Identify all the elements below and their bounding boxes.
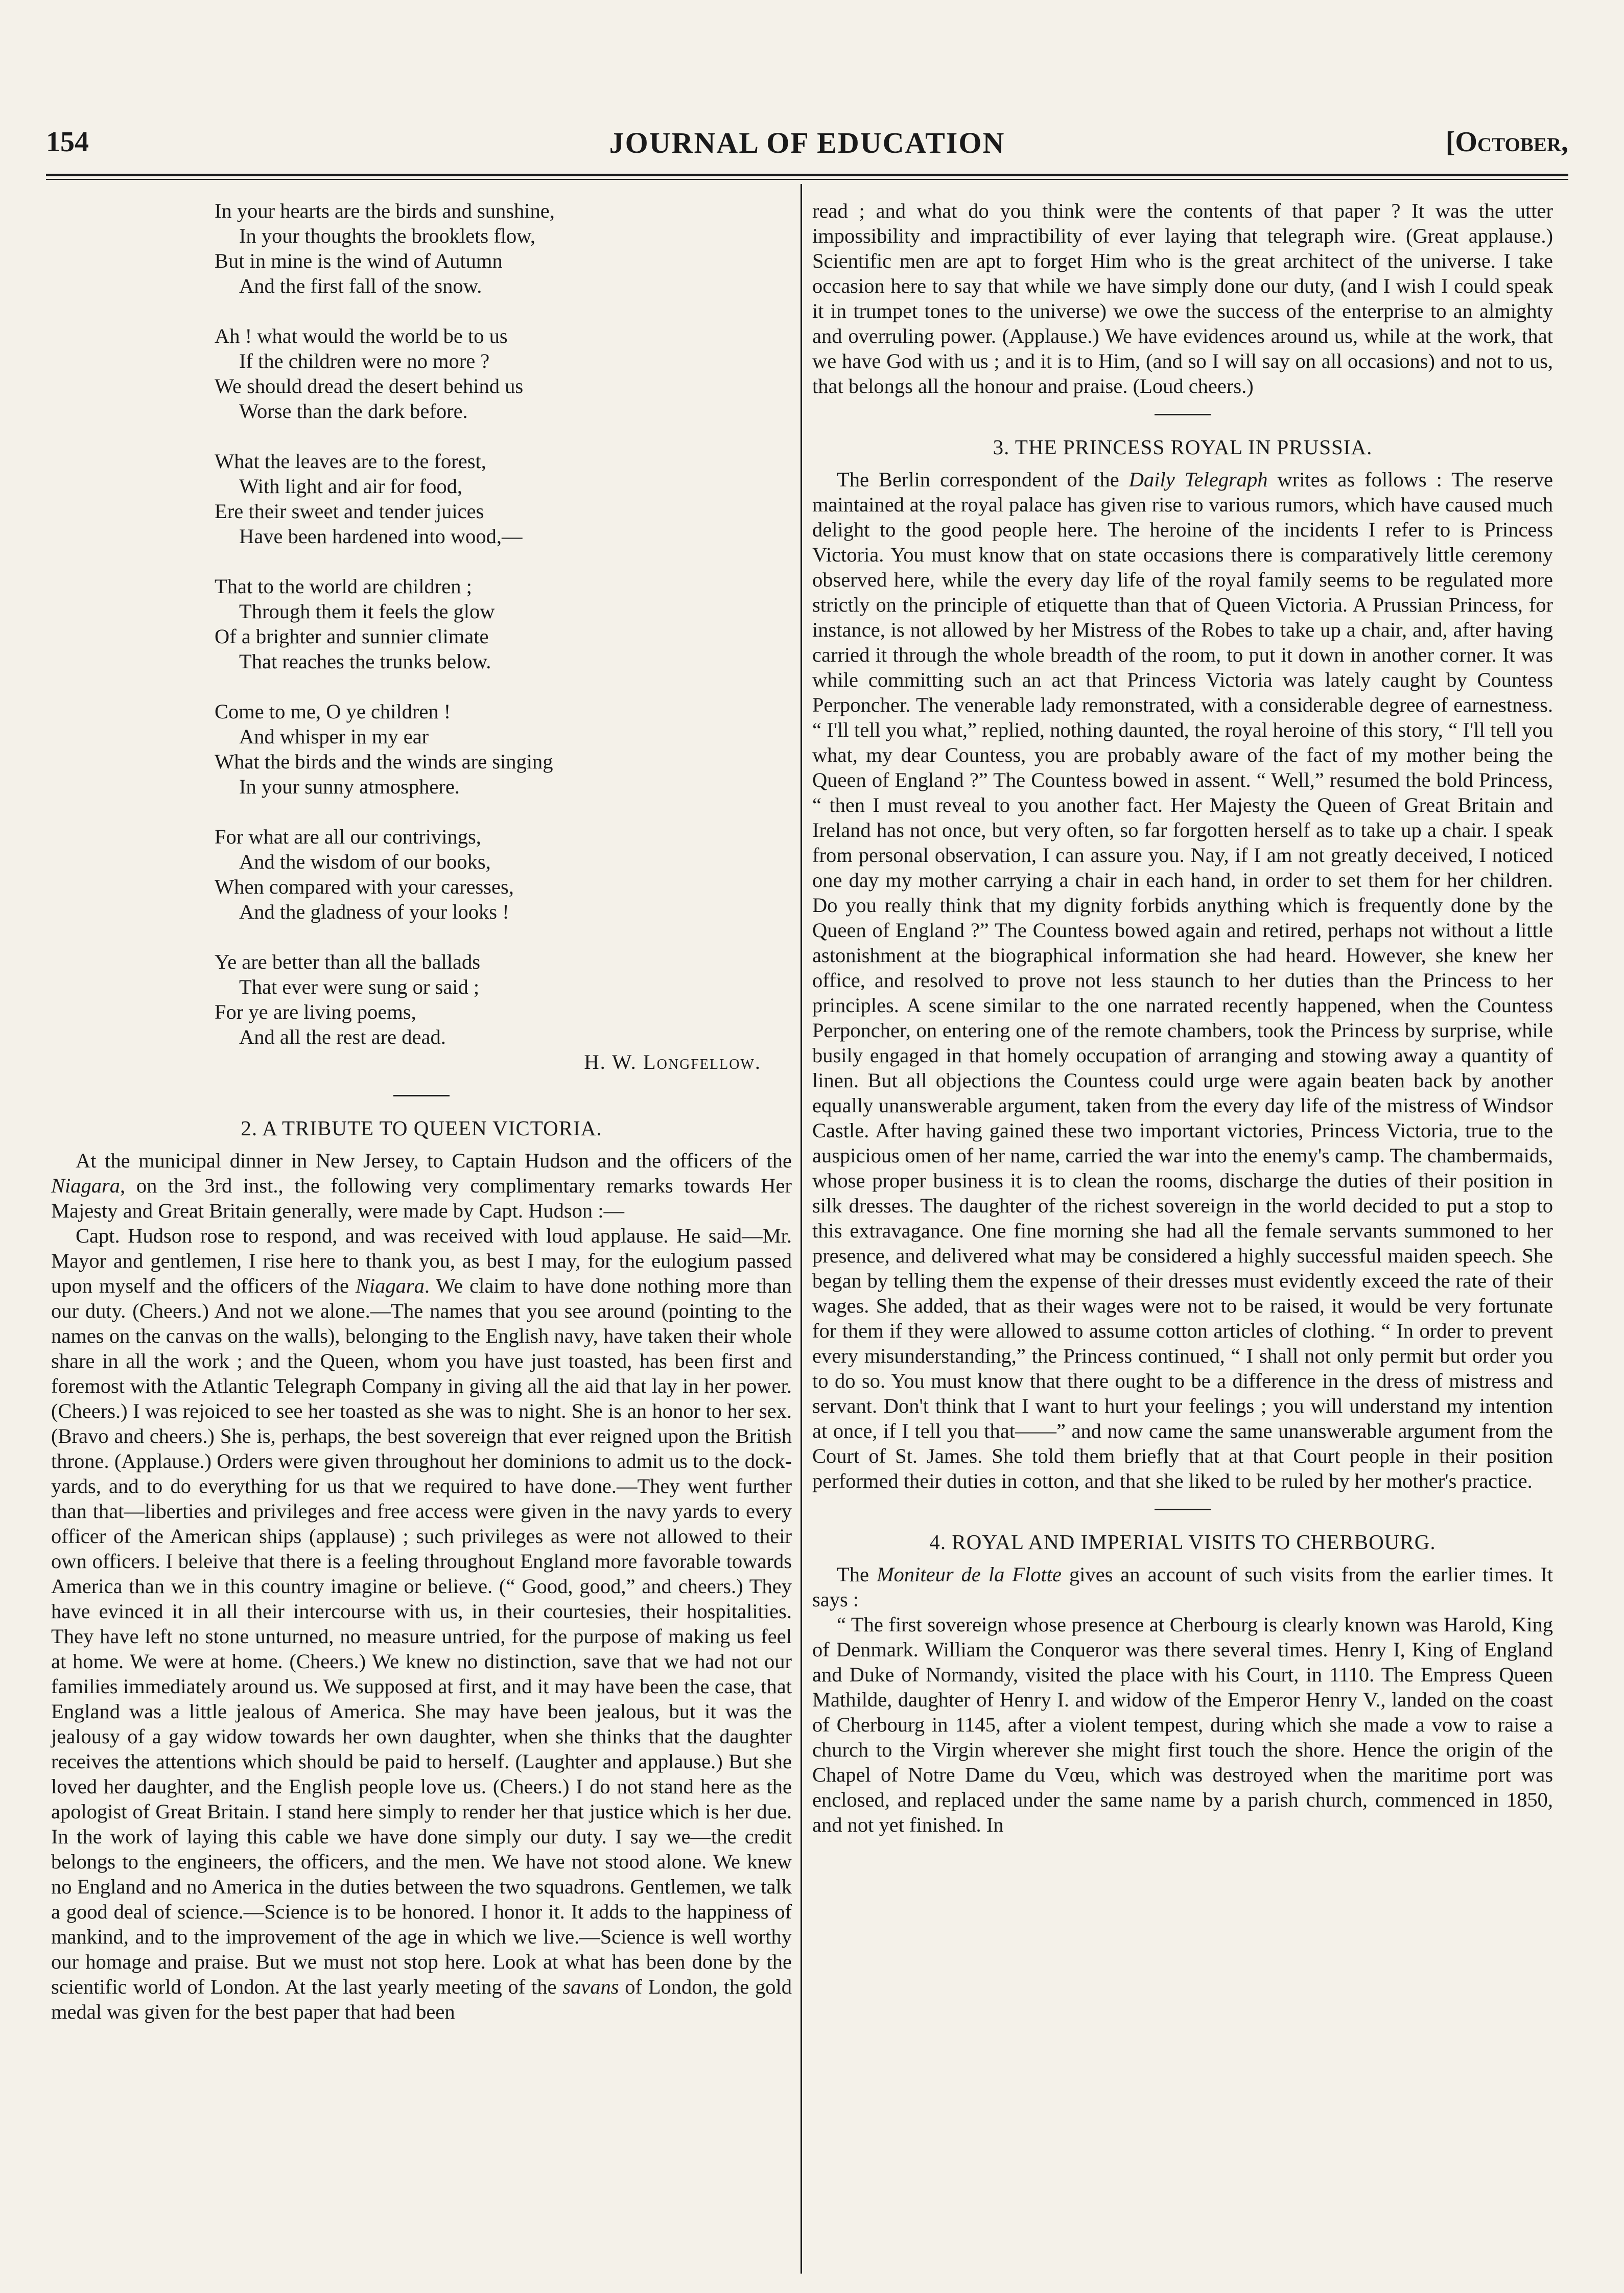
poem-author: H. W. Longfellow.: [584, 1050, 761, 1073]
running-title: JOURNAL OF EDUCATION: [609, 126, 1005, 159]
running-date: [October,: [1445, 126, 1568, 158]
poem-line: When compared with your caresses,: [215, 875, 514, 898]
poem-line: That ever were sung or said ;: [239, 975, 480, 998]
poem-line: Ere their sweet and tender juices: [215, 500, 484, 523]
section-separator: [393, 1095, 450, 1096]
poem-stanza: [215, 198, 792, 298]
poem-stanza: [215, 699, 792, 799]
poem-line: Of a brighter and sunnier climate: [215, 625, 489, 648]
poem-stanza: [215, 449, 792, 549]
column-divider: [801, 184, 802, 2274]
newspaper-name: Moniteur de la Flotte: [876, 1563, 1062, 1586]
poem-line: For ye are living poems,: [215, 1000, 416, 1023]
section-title: 3. THE PRINCESS ROYAL IN PRUSSIA.: [993, 435, 1373, 459]
section-separator: [1155, 1509, 1211, 1510]
ship-name: Niagara: [51, 1174, 121, 1197]
article-paragraph: At the municipal dinner in New Jersey, to Captain Hudson and the officers of the Niagara, on the 3rd inst., the following very complimentary remarks towards Her Majesty and Great Britain generally, were made by Capt. Hudson :—: [51, 1149, 792, 1222]
article-paragraph: read ; and what do you think were the contents of that paper ? It was the utter impossibility and impractibility of ever laying that telegraph wire. (Great applause.) Scientific men are apt to forget Him who is the great architect of the universe. I take occasion here to say that while we have simply done our duty, (and I wish I could speak it in trumpet tones to the universe) we owe the success of the enterprise to an almighty and overruling power. (Applause.) We have evidences around us, while at the work, that we have God with us ; and it is to Him, (and so I will say on all occasions) and not to us, that belongs all the honour and praise. (Loud cheers.): [812, 199, 1553, 397]
article-paragraph: “ The first sovereign whose presence at Cherbourg is clearly known was Harold, King of Denmark. William the Conqueror was there several times. Henry I, King of England and Duke of Normandy, visited the place with his Court, in 1110. The Empress Queen Mathilde, daughter of Henry I. and widow of the Emperor Henry V., landed on the coast of Cherbourg in 1145, after a violent tempest, during which she made a vow to raise a church to the Virgin wherever she might first touch the shore. Hence the origin of the Chapel of Notre Dame du Vœu, which was destroyed when the maritime port was enclosed, and replaced under the same name by a parish church, commenced in 1850, and not yet finished. In: [812, 1613, 1553, 1836]
poem-line: Ah ! what would the world be to us: [215, 324, 508, 347]
poem-line: Come to me, O ye children !: [215, 700, 451, 723]
poem: [215, 198, 792, 1049]
poem-line: And all the rest are dead.: [239, 1025, 446, 1048]
article-paragraph: Capt. Hudson rose to respond, and was received with loud applause. He said—Mr. Mayor and gentlemen, I rise here to thank you, as best I may, for the eulogium passed upon myself and the officers of the Niagara. We claim to have done nothing more than our duty. (Cheers.) And not we alone.—The names that you see around (pointing to the names on the canvas on the walls), belonging to the English navy, have taken their whole share in all the work ; and the Queen, whom you have just toasted, has been first and foremost with the Atlantic Telegraph Company in giving all the aid that lay in her power. (Cheers.) I was rejoiced to see her toasted as she was to night. She is an honor to her sex. (Bravo and cheers.) She is, perhaps, the best sovereign that ever reigned upon the British throne. (Applause.) Orders were given throughout her dominions to admit us to the dock-yards, and to do everything for us that we required to have done.—They went further than that—liberties and privileges and free access were given in the navy yards to every officer of the American ships (applause) ; such privileges as were not allowed to their own officers. I beleive that there is a feeling throughout England more favorable towards America than we in this country imagine or believe. (“ Good, good,” and cheers.) They have evinced it in all their intercourse with us, in their courtesies, their hospitalities. They have left no stone unturned, no measure untried, for the purpose of making us feel at home. We were at home. (Cheers.) We knew no distinction, save that we had not our families immediately around us. We supposed at first, and it may have been the case, that England was a little jealous of America. She may have been jealous, but it was the jealousy of a gay widow towards her own daughter, when she thinks that the daughter receives the attentions which should be paid to herself. (Laughter and applause.) But she loved her daughter, and the English people love us. (Cheers.) I do not stand here as the apologist of Great Britain. I stand here simply to render her that justice which is her due. In the work of laying this cable we have done simply our duty. I say we—the credit belongs to the engineers, the officers, and the men. We have not stood alone. We knew no England and no America in the duties between the two squadrons. Gentlemen, we talk a good deal of science.—Science is to be honored. I honor it. It adds to the happiness of mankind, and to the improvement of the age in which we live.—Science is well worthy our homage and praise. But we must not stop here. Look at what has been done by the scientific world of London. At the last yearly meeting of the savans of London, the gold medal was given for the best paper that had been: [51, 1224, 792, 2023]
poem-line: Have been hardened into wood,—: [239, 525, 523, 548]
page-header: [46, 126, 1568, 167]
poem-line: What the birds and the winds are singing: [215, 750, 553, 773]
section-title: 4. ROYAL AND IMPERIAL VISITS TO CHERBOURG.: [929, 1530, 1436, 1554]
poem-stanza: [215, 574, 792, 674]
page-number: 154: [46, 126, 89, 158]
section-separator: [1155, 414, 1211, 415]
poem-line: In your hearts are the birds and sunshine,: [215, 199, 555, 222]
poem-line: Ye are better than all the ballads: [215, 950, 480, 973]
poem-line: And the gladness of your looks !: [239, 900, 509, 923]
right-column: [812, 198, 1553, 1837]
poem-line: With light and air for food,: [239, 475, 463, 498]
ship-name: Niagara: [355, 1274, 425, 1297]
poem-stanza: [215, 949, 792, 1049]
header-rule-thin: [46, 179, 1568, 180]
poem-line: In your sunny atmosphere.: [239, 775, 460, 798]
poem-line: That reaches the trunks below.: [239, 650, 491, 673]
poem-line: In your thoughts the brooklets flow,: [239, 224, 536, 247]
header-rule-thick: [46, 174, 1568, 176]
poem-line: And whisper in my ear: [239, 725, 429, 748]
article-paragraph: The Moniteur de la Flotte gives an account of such visits from the earlier times. It says :: [812, 1563, 1553, 1611]
poem-line: We should dread the desert behind us: [215, 375, 524, 397]
poem-line: What the leaves are to the forest,: [215, 450, 486, 473]
poem-line: For what are all our contrivings,: [215, 825, 481, 848]
article-paragraph: The Berlin correspondent of the Daily Telegraph writes as follows : The reserve maintained at the royal palace has given rise to various rumors, which have caused much delight to the good people here. The heroine of the incidents I refer to is Princess Victoria. You must know that on state occasions there is comparatively little ceremony observed here, while the every day life of the royal family seems to be regulated more strictly on the principle of etiquette than that of Queen Victoria. A Prussian Princess, for instance, is not allowed by her Mistress of the Robes to take up a chair, and, after having carried it through the whole breadth of the room, to put it down in another corner. It was while committing such an act that Princess Victoria was lately caught by Countess Perponcher. The venerable lady remonstrated, with a considerable degree of earnestness. “ I'll tell you what,” replied, nothing daunted, the royal heroine of this story, “ I'll tell you what, my dear Countess, you are probably aware of the fact of my mother being the Queen of England ?” The Countess bowed in assent. “ Well,” resumed the bold Princess, “ then I must reveal to you another fact. Her Majesty the Queen of Great Britain and Ireland has not once, but very often, so far forgotten herself as to take up a chair. I speak from personal observation, I can assure you. Nay, if I am not greatly deceived, I noticed one day my mother carrying a chair in each hand, in order to set them for her children. Do you really think that my dignity forbids anything which is frequently done by the Queen of England ?” The Countess bowed again and retired, perhaps not without a little astonishment at the biographical information she had heard. However, she knew her office, and resolved to prove not less staunch to her duties than the Princess to her principles. A scene similar to the one narrated recently happened, when the Countess Perponcher, on entering one of the remote chambers, took the Princess by surprise, while busily engaged in that homely occupation of arranging and stowing away a quantity of linen. But all objections the Countess could urge were again beaten back by another equally unanswerable argument, taken from the every day life of the mistress of Windsor Castle. After having gained these two important victories, Princess Victoria, true to the auspicious omen of her name, carried the war into the enemy's camp. The chambermaids, whose proper business it is to clean the rooms, discharge the duties of their position in silk dresses. The daughter of the richest sovereign in the world decided to put a stop to this extravagance. One fine morning she had all the female servants summoned to her presence, and delivered what may be considered a highly successful maiden speech. She began by telling them the expense of their dresses must evidently exceed the rate of their wages. She added, that as their wages were not to be raised, it would be very fortunate for them if they were allowed to assume cotton articles of clothing. “ In order to prevent every misunderstanding,” the Princess continued, “ I shall not only permit but order you to do so. You must know that there ought to be a difference in the dress of mistress and servant. Don't think that I want to hurt your feelings ; you will understand my intention at once, if I tell you that——” and now came the same unanswerable argument from the Court of St. James. She told them briefly that at that Court people in their position performed their duties in cotton, and that she liked to be ruled by her mother's practice.: [812, 468, 1553, 1492]
poem-stanza: [215, 323, 792, 424]
poem-line: Through them it feels the glow: [239, 600, 495, 623]
poem-line: And the first fall of the snow.: [239, 274, 482, 297]
newspaper-name: Daily Telegraph: [1128, 468, 1268, 491]
poem-line: Worse than the dark before.: [239, 400, 468, 423]
savans-word: savans: [562, 1975, 619, 1998]
poem-stanza: [215, 824, 792, 924]
section-title: 2. A TRIBUTE TO QUEEN VICTORIA.: [241, 1116, 602, 1140]
left-column: [51, 198, 792, 2024]
poem-line: But in mine is the wind of Autumn: [215, 249, 503, 272]
poem-line: If the children were no more ?: [239, 349, 490, 372]
poem-line: That to the world are children ;: [215, 575, 472, 598]
poem-line: And the wisdom of our books,: [239, 850, 491, 873]
